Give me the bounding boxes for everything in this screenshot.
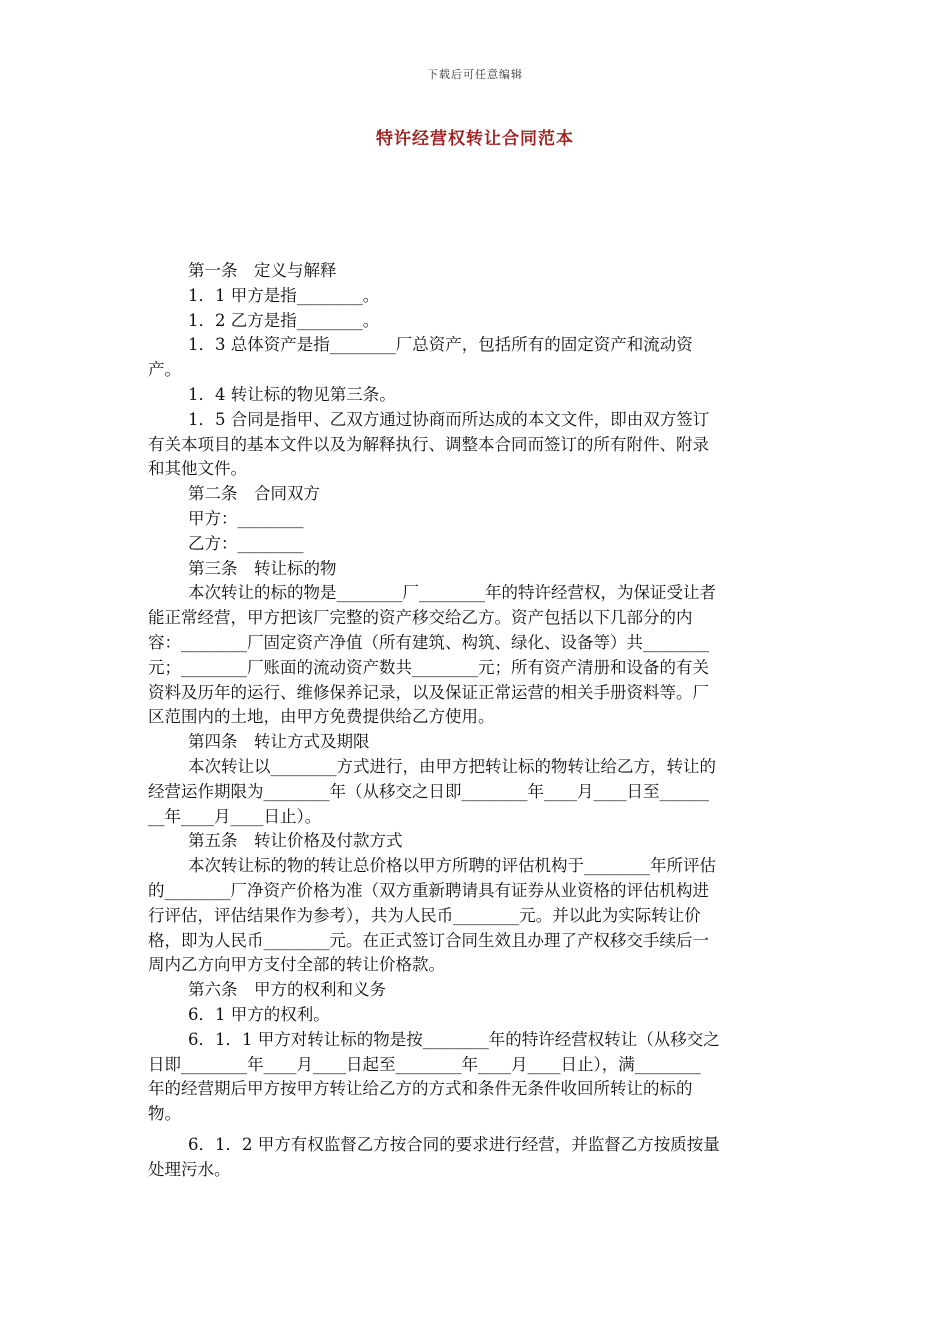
paragraph-line: 第三条 转让标的物 xyxy=(188,558,337,578)
paragraph-line: 1．1 甲方是指________。 xyxy=(188,285,380,305)
paragraph-line: 1．4 转让标的物见第三条。 xyxy=(188,384,396,404)
paragraph-line: 物。 xyxy=(148,1104,181,1124)
paragraph-line: 处理污水。 xyxy=(148,1159,231,1179)
page-header-note: 下载后可任意编辑 xyxy=(427,68,523,81)
paragraph-line: 的________厂净资产价格为准（双方重新聘请具有证券从业资格的评估机构进 xyxy=(148,880,709,900)
paragraph-line: 能正常经营，甲方把该厂完整的资产移交给乙方。资产包括以下几部分的内 xyxy=(148,608,693,628)
paragraph-line: 行评估，评估结果作为参考），共为人民币________元。并以此为实际转让价 xyxy=(148,905,701,925)
document-title: 特许经营权转让合同范本 xyxy=(376,129,574,149)
paragraph-line: 第四条 转让方式及期限 xyxy=(188,732,370,752)
paragraph-line: 年的经营期后甲方按甲方转让给乙方的方式和条件无条件收回所转让的标的 xyxy=(148,1079,693,1099)
paragraph-line: 容：________厂固定资产净值（所有建筑、构筑、绿化、设备等）共________ xyxy=(148,632,709,652)
paragraph-line: 本次转让以________方式进行，由甲方把转让标的物转让给乙方，转让的 xyxy=(188,756,716,776)
paragraph-line: 经营运作期限为________年（从移交之日即________年____月____日至______ xyxy=(148,781,709,801)
paragraph-line: 6．1．2 甲方有权监督乙方按合同的要求进行经营，并监督乙方按质按量 xyxy=(188,1134,720,1154)
paragraph-line: 1．3 总体资产是指________厂总资产，包括所有的固定资产和流动资 xyxy=(188,335,693,355)
paragraph-line: 6．1．1 甲方对转让标的物是按________年的特许经营权转让（从移交之 xyxy=(188,1029,720,1049)
paragraph-line: 有关本项目的基本文件以及为解释执行、调整本合同而签订的所有附件、附录 xyxy=(148,434,709,454)
paragraph-line: 6．1 甲方的权利。 xyxy=(188,1004,330,1024)
paragraph-line: 周内乙方向甲方支付全部的转让价格款。 xyxy=(148,955,445,975)
paragraph-line: 本次转让标的物的转让总价格以甲方所聘的评估机构于________年所评估 xyxy=(188,856,716,876)
paragraph-line: 第二条 合同双方 xyxy=(188,484,320,504)
paragraph-line: __年____月____日止）。 xyxy=(148,806,322,826)
paragraph-line: 本次转让的标的物是________厂________年的特许经营权，为保证受让者 xyxy=(188,583,716,603)
paragraph-line: 第一条 定义与解释 xyxy=(188,261,337,280)
paragraph-line: 乙方：________ xyxy=(188,533,304,553)
document-body xyxy=(148,259,804,1182)
paragraph-line: 1．2 乙方是指________。 xyxy=(188,310,380,330)
paragraph-line: 资料及历年的运行、维修保养记录，以及保证正常运营的相关手册资料等。厂 xyxy=(148,682,709,702)
paragraph-line: 元；________厂账面的流动资产数共________元；所有资产清册和设备的有关 xyxy=(148,657,709,677)
paragraph-line: 日即________年____月____日起至________年____月____日止），满________ xyxy=(148,1054,701,1074)
paragraph-line: 第五条 转让价格及付款方式 xyxy=(188,831,403,851)
paragraph-line: 产。 xyxy=(148,360,181,380)
paragraph-line: 甲方：________ xyxy=(188,508,304,528)
paragraph-line: 和其他文件。 xyxy=(148,459,247,479)
paragraph-line: 区范围内的土地，由甲方免费提供给乙方使用。 xyxy=(148,707,495,727)
paragraph-line: 1．5 合同是指甲、乙双方通过协商而所达成的本文文件，即由双方签订 xyxy=(188,409,710,429)
paragraph-line: 第六条 甲方的权利和义务 xyxy=(188,980,386,1000)
paragraph-line: 格，即为人民币________元。在正式签订合同生效且办理了产权移交手续后一 xyxy=(148,930,709,950)
